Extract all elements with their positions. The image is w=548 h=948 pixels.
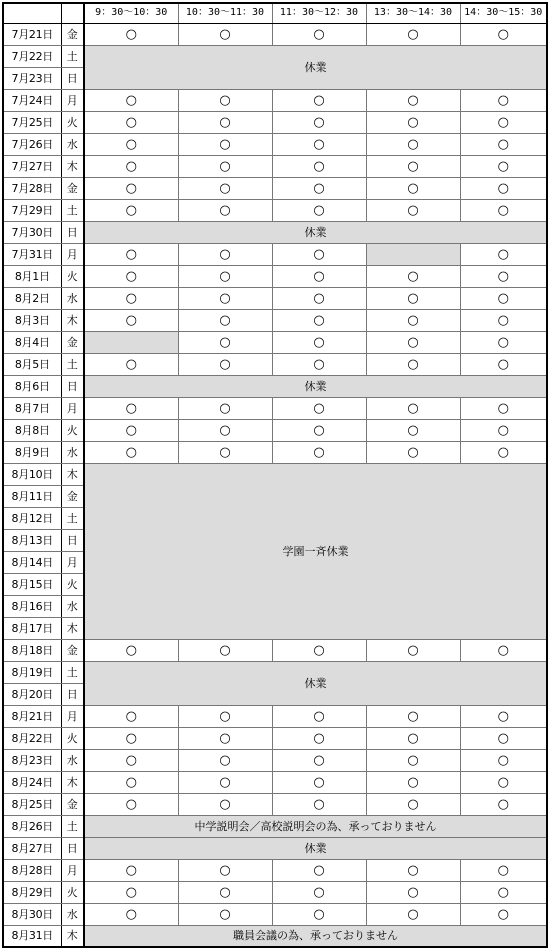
slot-available: ○ — [272, 749, 366, 771]
slot-available: ○ — [84, 287, 178, 309]
slot-available: ○ — [366, 793, 460, 815]
date-cell: 8月3日 — [3, 309, 61, 331]
date-cell: 7月26日 — [3, 133, 61, 155]
slot-available: ○ — [460, 771, 547, 793]
slot-available: ○ — [460, 243, 547, 265]
header-slot-1: 9：30～10：30 — [84, 3, 178, 23]
weekday-cell: 水 — [61, 595, 84, 617]
table-row — [3, 177, 547, 199]
date-cell: 8月31日 — [3, 925, 61, 947]
slot-available: ○ — [272, 793, 366, 815]
slot-available: ○ — [84, 199, 178, 221]
date-cell: 8月22日 — [3, 727, 61, 749]
slot-available: ○ — [272, 89, 366, 111]
slot-available: ○ — [460, 859, 547, 881]
slot-available: ○ — [178, 287, 272, 309]
closed-notice: 休業 — [84, 221, 547, 243]
slot-available: ○ — [366, 265, 460, 287]
weekday-cell: 火 — [61, 573, 84, 595]
slot-available: ○ — [460, 133, 547, 155]
date-cell: 8月9日 — [3, 441, 61, 463]
date-cell: 8月20日 — [3, 683, 61, 705]
date-cell: 8月6日 — [3, 375, 61, 397]
weekday-cell: 日 — [61, 529, 84, 551]
date-cell: 8月25日 — [3, 793, 61, 815]
slot-available: ○ — [366, 881, 460, 903]
slot-available: ○ — [460, 177, 547, 199]
slot-available: ○ — [460, 419, 547, 441]
table-row — [3, 771, 547, 793]
slot-available: ○ — [366, 353, 460, 375]
date-cell: 8月28日 — [3, 859, 61, 881]
weekday-cell: 金 — [61, 331, 84, 353]
table-row — [3, 221, 547, 243]
slot-available: ○ — [178, 155, 272, 177]
date-cell: 8月27日 — [3, 837, 61, 859]
weekday-cell: 金 — [61, 177, 84, 199]
weekday-cell: 木 — [61, 155, 84, 177]
slot-available: ○ — [272, 705, 366, 727]
slot-available: ○ — [366, 771, 460, 793]
slot-available: ○ — [178, 331, 272, 353]
table-row — [3, 309, 547, 331]
table-row — [3, 419, 547, 441]
date-cell: 7月25日 — [3, 111, 61, 133]
slot-available: ○ — [272, 881, 366, 903]
weekday-cell: 木 — [61, 771, 84, 793]
slot-available: ○ — [84, 441, 178, 463]
slot-available: ○ — [366, 111, 460, 133]
weekday-cell: 水 — [61, 903, 84, 925]
slot-available: ○ — [460, 331, 547, 353]
table-row — [3, 463, 547, 485]
slot-available: ○ — [366, 859, 460, 881]
date-cell: 8月23日 — [3, 749, 61, 771]
slot-available: ○ — [272, 859, 366, 881]
slot-available: ○ — [460, 353, 547, 375]
schedule-body — [3, 23, 547, 947]
weekday-cell: 木 — [61, 309, 84, 331]
weekday-cell: 月 — [61, 705, 84, 727]
table-row — [3, 859, 547, 881]
slot-available: ○ — [460, 749, 547, 771]
weekday-cell: 火 — [61, 265, 84, 287]
slot-available: ○ — [460, 727, 547, 749]
slot-available: ○ — [272, 287, 366, 309]
slot-available: ○ — [84, 859, 178, 881]
weekday-cell: 木 — [61, 925, 84, 947]
date-cell: 8月14日 — [3, 551, 61, 573]
slot-available: ○ — [366, 331, 460, 353]
weekday-cell: 日 — [61, 837, 84, 859]
slot-available: ○ — [178, 903, 272, 925]
slot-available: ○ — [460, 155, 547, 177]
slot-available: ○ — [460, 89, 547, 111]
slot-available: ○ — [460, 265, 547, 287]
date-cell: 8月26日 — [3, 815, 61, 837]
date-cell: 7月28日 — [3, 177, 61, 199]
slot-available: ○ — [366, 309, 460, 331]
slot-available: ○ — [178, 881, 272, 903]
closed-notice: 職員会議の為、承っておりません — [84, 925, 547, 947]
slot-available: ○ — [178, 89, 272, 111]
slot-available: ○ — [84, 265, 178, 287]
slot-available: ○ — [84, 89, 178, 111]
slot-available: ○ — [178, 243, 272, 265]
closed-notice: 休業 — [84, 837, 547, 859]
table-row — [3, 925, 547, 947]
table-row — [3, 111, 547, 133]
table-row — [3, 639, 547, 661]
slot-available: ○ — [272, 243, 366, 265]
slot-unavailable — [84, 331, 178, 353]
weekday-cell: 日 — [61, 221, 84, 243]
slot-available: ○ — [460, 309, 547, 331]
table-row — [3, 45, 547, 67]
slot-available: ○ — [84, 133, 178, 155]
slot-available: ○ — [178, 639, 272, 661]
date-cell: 7月29日 — [3, 199, 61, 221]
date-cell: 8月29日 — [3, 881, 61, 903]
slot-available: ○ — [178, 859, 272, 881]
schedule-table — [2, 2, 548, 948]
weekday-cell: 土 — [61, 661, 84, 683]
date-cell: 8月21日 — [3, 705, 61, 727]
slot-available: ○ — [178, 177, 272, 199]
closed-notice: 休業 — [84, 375, 547, 397]
slot-available: ○ — [84, 243, 178, 265]
date-cell: 8月7日 — [3, 397, 61, 419]
slot-available: ○ — [178, 419, 272, 441]
slot-available: ○ — [272, 309, 366, 331]
slot-available: ○ — [272, 155, 366, 177]
slot-available: ○ — [366, 749, 460, 771]
date-cell: 8月19日 — [3, 661, 61, 683]
slot-available: ○ — [366, 177, 460, 199]
slot-available: ○ — [460, 199, 547, 221]
table-row — [3, 397, 547, 419]
weekday-cell: 土 — [61, 199, 84, 221]
table-row — [3, 727, 547, 749]
date-cell: 8月24日 — [3, 771, 61, 793]
weekday-cell: 日 — [61, 67, 84, 89]
weekday-cell: 金 — [61, 639, 84, 661]
slot-unavailable — [366, 243, 460, 265]
slot-available: ○ — [272, 771, 366, 793]
date-cell: 8月13日 — [3, 529, 61, 551]
slot-available: ○ — [272, 265, 366, 287]
table-row — [3, 243, 547, 265]
weekday-cell: 水 — [61, 133, 84, 155]
weekday-cell: 水 — [61, 287, 84, 309]
slot-available: ○ — [272, 177, 366, 199]
closed-notice: 休業 — [84, 45, 547, 89]
slot-available: ○ — [178, 199, 272, 221]
table-row — [3, 133, 547, 155]
slot-available: ○ — [366, 23, 460, 45]
weekday-cell: 金 — [61, 485, 84, 507]
table-row — [3, 89, 547, 111]
table-row — [3, 441, 547, 463]
header-row — [3, 3, 547, 23]
weekday-cell: 日 — [61, 683, 84, 705]
weekday-cell: 日 — [61, 375, 84, 397]
table-row — [3, 661, 547, 683]
slot-available: ○ — [272, 397, 366, 419]
weekday-cell: 火 — [61, 111, 84, 133]
slot-available: ○ — [272, 111, 366, 133]
closed-notice: 休業 — [84, 661, 547, 705]
date-cell: 7月21日 — [3, 23, 61, 45]
date-cell: 8月1日 — [3, 265, 61, 287]
slot-available: ○ — [366, 397, 460, 419]
slot-available: ○ — [460, 639, 547, 661]
slot-available: ○ — [366, 287, 460, 309]
closed-notice: 学園一斉休業 — [84, 463, 547, 639]
slot-available: ○ — [84, 419, 178, 441]
slot-available: ○ — [178, 705, 272, 727]
header-slot-3: 11：30～12：30 — [272, 3, 366, 23]
table-row — [3, 155, 547, 177]
date-cell: 8月2日 — [3, 287, 61, 309]
slot-available: ○ — [366, 639, 460, 661]
weekday-cell: 土 — [61, 353, 84, 375]
slot-available: ○ — [178, 111, 272, 133]
table-row — [3, 353, 547, 375]
date-cell: 7月31日 — [3, 243, 61, 265]
slot-available: ○ — [272, 441, 366, 463]
weekday-cell: 木 — [61, 617, 84, 639]
slot-available: ○ — [460, 793, 547, 815]
slot-available: ○ — [460, 441, 547, 463]
slot-available: ○ — [366, 155, 460, 177]
date-cell: 7月27日 — [3, 155, 61, 177]
slot-available: ○ — [84, 397, 178, 419]
slot-available: ○ — [366, 441, 460, 463]
date-cell: 8月12日 — [3, 507, 61, 529]
slot-available: ○ — [272, 727, 366, 749]
weekday-cell: 木 — [61, 463, 84, 485]
slot-available: ○ — [178, 265, 272, 287]
weekday-cell: 月 — [61, 859, 84, 881]
table-row — [3, 837, 547, 859]
date-cell: 8月10日 — [3, 463, 61, 485]
weekday-cell: 火 — [61, 419, 84, 441]
slot-available: ○ — [84, 749, 178, 771]
header-corner-dow — [61, 3, 84, 23]
slot-available: ○ — [366, 133, 460, 155]
slot-available: ○ — [178, 727, 272, 749]
date-cell: 8月4日 — [3, 331, 61, 353]
slot-available: ○ — [460, 705, 547, 727]
table-row — [3, 331, 547, 353]
slot-available: ○ — [178, 309, 272, 331]
slot-available: ○ — [366, 903, 460, 925]
weekday-cell: 火 — [61, 727, 84, 749]
weekday-cell: 月 — [61, 89, 84, 111]
slot-available: ○ — [178, 793, 272, 815]
slot-available: ○ — [178, 749, 272, 771]
slot-available: ○ — [272, 23, 366, 45]
slot-available: ○ — [178, 133, 272, 155]
table-row — [3, 749, 547, 771]
header-slot-4: 13：30～14：30 — [366, 3, 460, 23]
weekday-cell: 水 — [61, 749, 84, 771]
slot-available: ○ — [84, 177, 178, 199]
table-row — [3, 375, 547, 397]
table-row — [3, 793, 547, 815]
date-cell: 8月18日 — [3, 639, 61, 661]
weekday-cell: 金 — [61, 793, 84, 815]
slot-available: ○ — [272, 903, 366, 925]
table-row — [3, 705, 547, 727]
slot-available: ○ — [460, 903, 547, 925]
slot-available: ○ — [460, 397, 547, 419]
slot-available: ○ — [272, 639, 366, 661]
header-slot-2: 10：30～11：30 — [178, 3, 272, 23]
slot-available: ○ — [84, 705, 178, 727]
slot-available: ○ — [84, 727, 178, 749]
slot-available: ○ — [272, 353, 366, 375]
date-cell: 7月22日 — [3, 45, 61, 67]
weekday-cell: 土 — [61, 507, 84, 529]
table-row — [3, 265, 547, 287]
slot-available: ○ — [178, 397, 272, 419]
slot-available: ○ — [84, 155, 178, 177]
table-row — [3, 287, 547, 309]
slot-available: ○ — [460, 287, 547, 309]
slot-available: ○ — [84, 881, 178, 903]
slot-available: ○ — [84, 353, 178, 375]
slot-available: ○ — [84, 23, 178, 45]
weekday-cell: 水 — [61, 441, 84, 463]
slot-available: ○ — [84, 639, 178, 661]
slot-available: ○ — [84, 309, 178, 331]
date-cell: 8月5日 — [3, 353, 61, 375]
weekday-cell: 月 — [61, 397, 84, 419]
slot-available: ○ — [366, 727, 460, 749]
slot-available: ○ — [178, 441, 272, 463]
slot-available: ○ — [84, 111, 178, 133]
weekday-cell: 土 — [61, 45, 84, 67]
header-slot-5: 14：30～15：30 — [460, 3, 547, 23]
date-cell: 8月17日 — [3, 617, 61, 639]
weekday-cell: 土 — [61, 815, 84, 837]
weekday-cell: 金 — [61, 23, 84, 45]
slot-available: ○ — [272, 419, 366, 441]
slot-available: ○ — [366, 419, 460, 441]
slot-available: ○ — [460, 881, 547, 903]
table-row — [3, 199, 547, 221]
slot-available: ○ — [272, 133, 366, 155]
slot-available: ○ — [178, 771, 272, 793]
date-cell: 8月15日 — [3, 573, 61, 595]
slot-available: ○ — [272, 331, 366, 353]
table-row — [3, 23, 547, 45]
weekday-cell: 月 — [61, 243, 84, 265]
table-row — [3, 903, 547, 925]
date-cell: 8月11日 — [3, 485, 61, 507]
slot-available: ○ — [178, 353, 272, 375]
slot-available: ○ — [460, 111, 547, 133]
date-cell: 8月16日 — [3, 595, 61, 617]
slot-available: ○ — [84, 793, 178, 815]
slot-available: ○ — [366, 89, 460, 111]
slot-available: ○ — [460, 23, 547, 45]
slot-available: ○ — [84, 771, 178, 793]
slot-available: ○ — [366, 705, 460, 727]
date-cell: 8月30日 — [3, 903, 61, 925]
closed-notice: 中学説明会／高校説明会の為、承っておりません — [84, 815, 547, 837]
slot-available: ○ — [366, 199, 460, 221]
date-cell: 8月8日 — [3, 419, 61, 441]
weekday-cell: 月 — [61, 551, 84, 573]
date-cell: 7月23日 — [3, 67, 61, 89]
weekday-cell: 火 — [61, 881, 84, 903]
table-row — [3, 815, 547, 837]
slot-available: ○ — [272, 199, 366, 221]
slot-available: ○ — [84, 903, 178, 925]
date-cell: 7月30日 — [3, 221, 61, 243]
header-corner-date — [3, 3, 61, 23]
table-row — [3, 881, 547, 903]
slot-available: ○ — [178, 23, 272, 45]
date-cell: 7月24日 — [3, 89, 61, 111]
